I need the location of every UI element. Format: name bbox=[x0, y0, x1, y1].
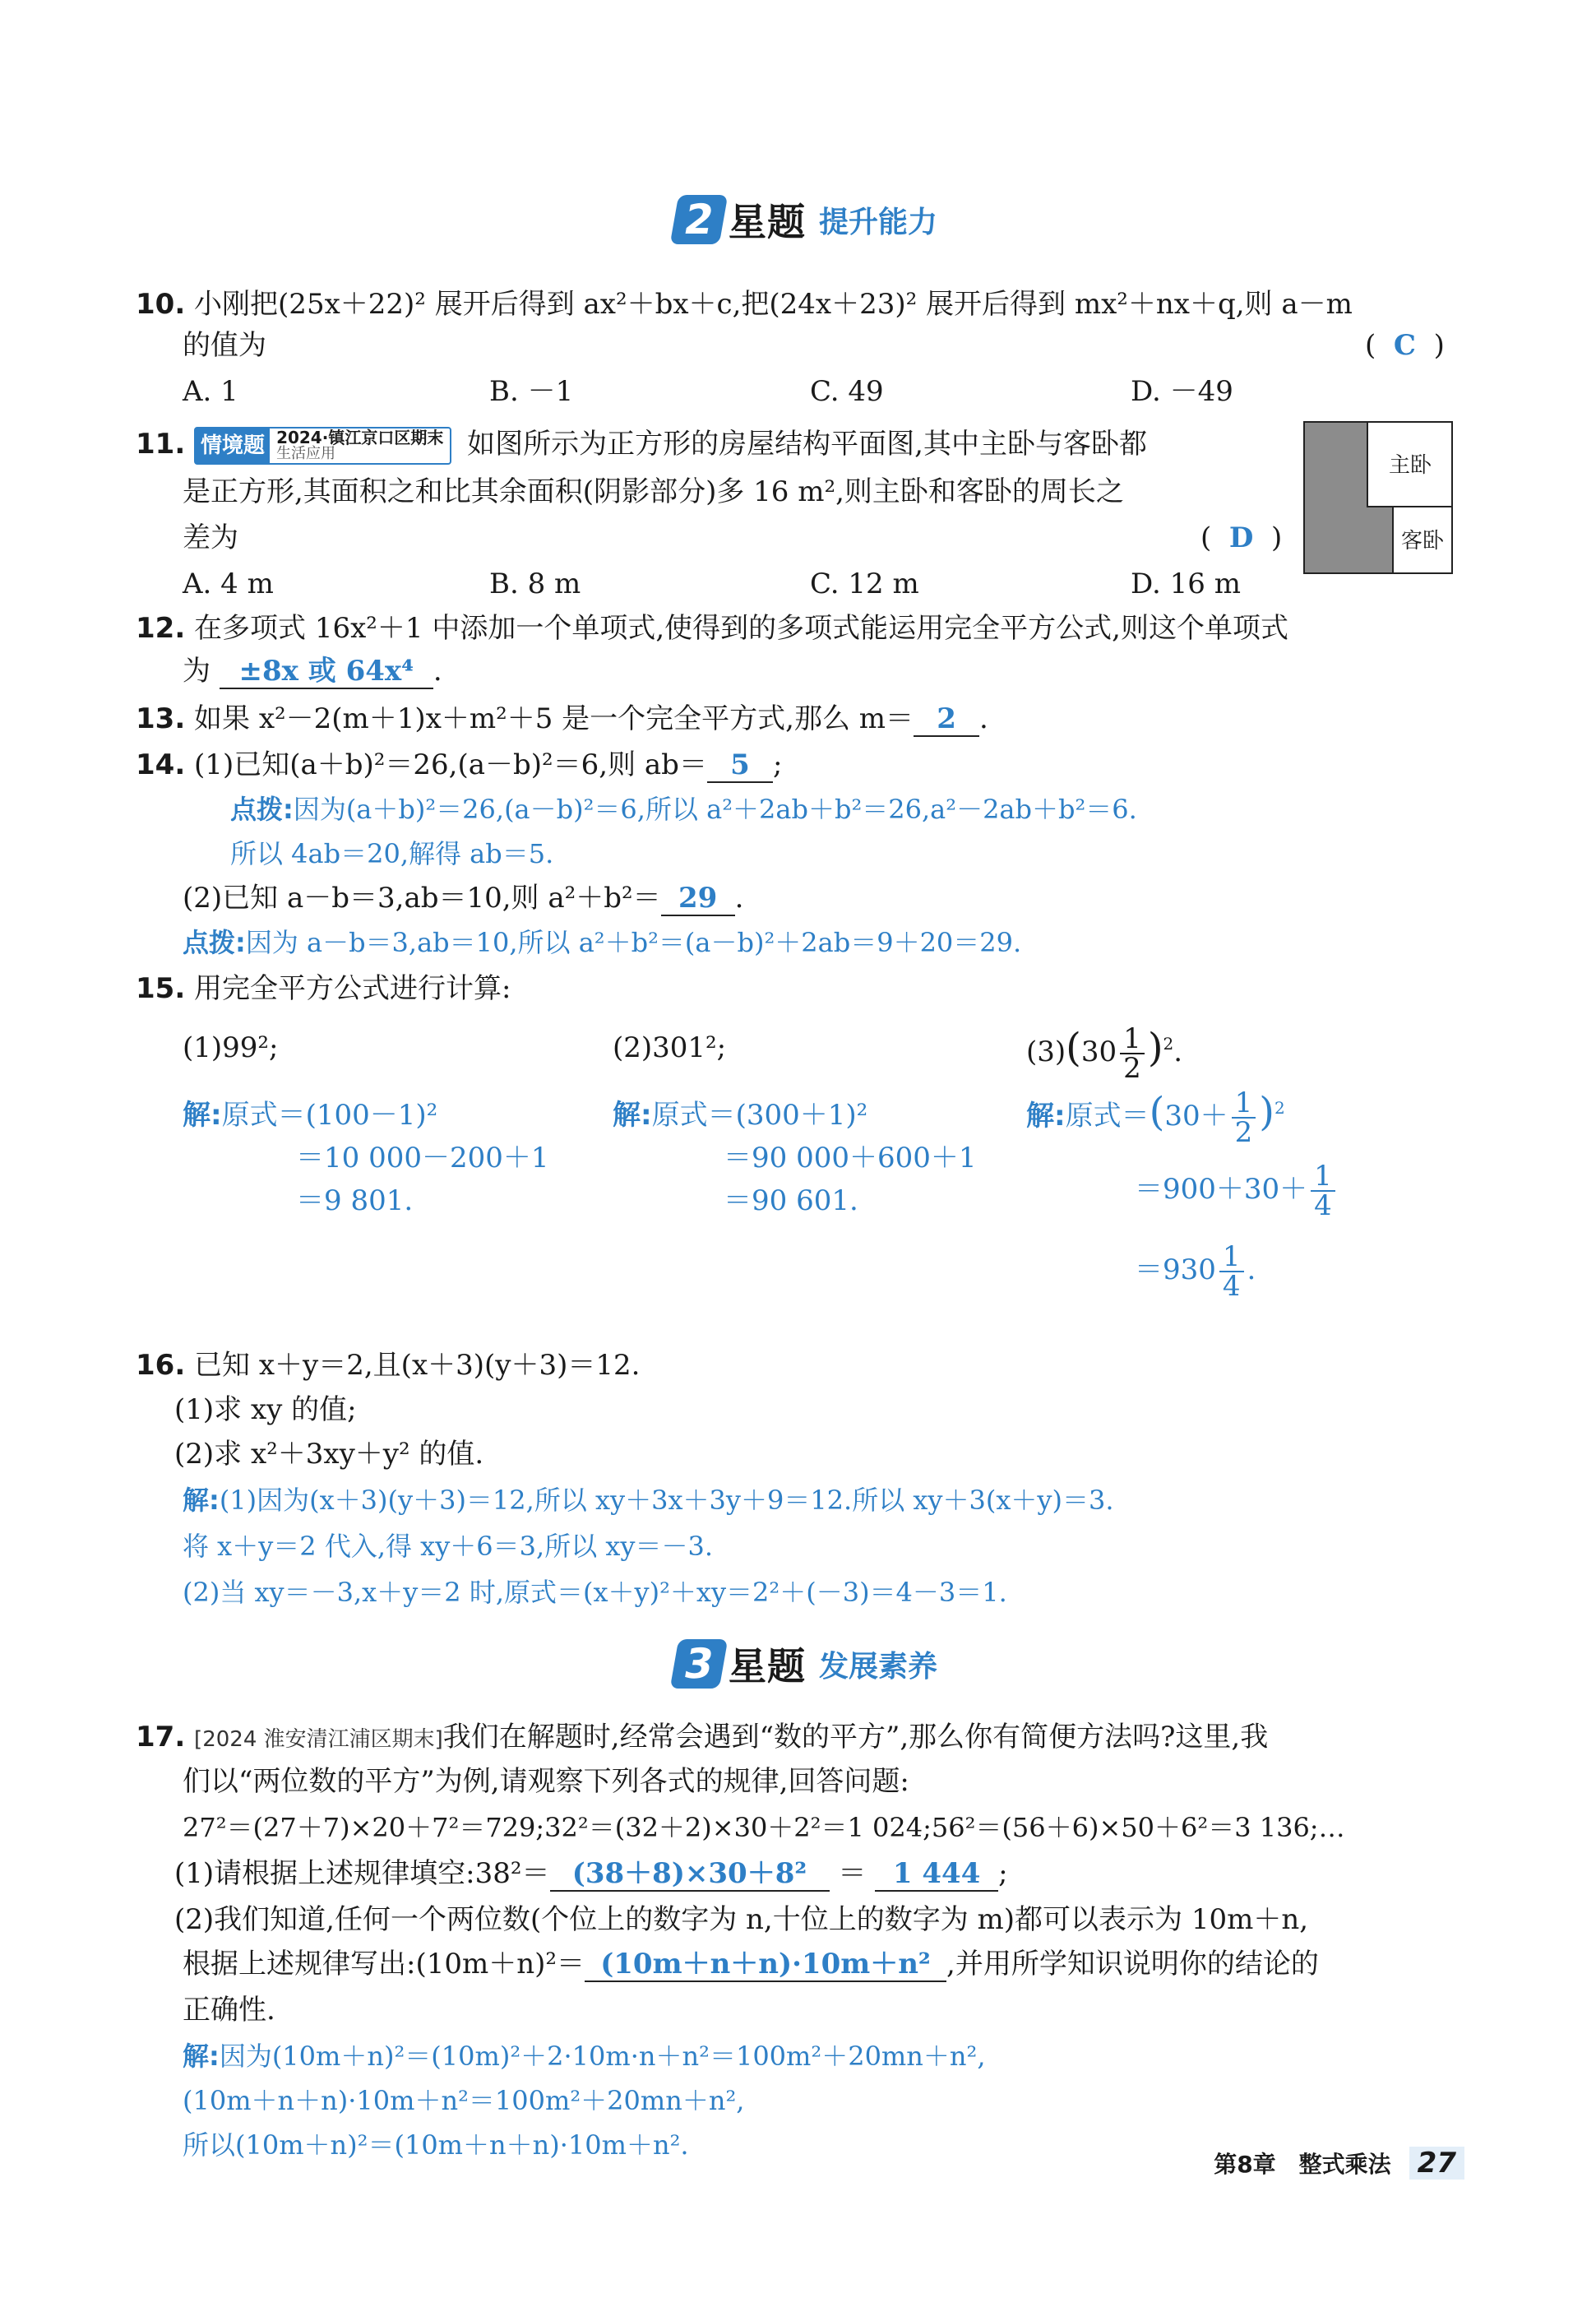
question-number: 17. bbox=[136, 1721, 186, 1753]
q17-solution-line3: 所以(10m＋n)²＝(10m＋n＋n)·10m＋n². bbox=[183, 2129, 689, 2161]
solution-label: 解: bbox=[1026, 1100, 1066, 1133]
q11-option-a: A. 4 m bbox=[183, 568, 274, 600]
solution-label: 解: bbox=[183, 2041, 220, 2072]
section-header-2star bbox=[674, 192, 937, 247]
q17-answer-1a: (38＋8)×30＋8² bbox=[571, 1857, 807, 1890]
q14-hint2: 点拨:因为 a－b＝3,ab＝10,所以 a²＋b²＝(a－b)²＋2ab＝9＋20＝29. bbox=[183, 927, 1022, 958]
master-bedroom-label: 主卧 bbox=[1388, 453, 1432, 478]
q15-part3: (3)(30 $\frac{1}{2}$ )$^2$. bbox=[1026, 1022, 1183, 1085]
answer-blank bbox=[550, 1857, 830, 1892]
section-number-badge: 3 bbox=[670, 1639, 729, 1689]
question-number: 11. bbox=[136, 428, 186, 461]
q15-solution2-line3: ＝90 601. bbox=[724, 1184, 858, 1217]
chapter-title: 第8章 整式乘法 bbox=[1214, 2151, 1391, 2178]
q11-answer-bracket: ( D ) bbox=[1200, 521, 1283, 554]
hint-label: 点拨: bbox=[183, 927, 246, 958]
solution-label: 解: bbox=[183, 1099, 222, 1132]
answer-blank bbox=[661, 882, 735, 916]
answer-blank bbox=[707, 748, 773, 783]
q16-stem: 16. 已知 x＋y＝2,且(x＋3)(y＋3)＝12. bbox=[136, 1349, 641, 1382]
q14-part1: 14. (1)已知(a＋b)²＝26,(a－b)²＝6,则 ab＝ 5 ; bbox=[136, 748, 783, 781]
q12-line2: 为 ±8x 或 64x⁴ . bbox=[183, 655, 442, 688]
answer-blank bbox=[914, 702, 979, 737]
section-title: 发展素养 bbox=[819, 1649, 938, 1684]
q10-option-c: C. 49 bbox=[810, 375, 884, 408]
q15-solution2-line1: 解:原式＝(300＋1)² bbox=[613, 1099, 868, 1132]
scenario-tag-main: 情境题 bbox=[196, 429, 270, 463]
q16-solution-line3: (2)当 xy＝－3,x＋y＝2 时,原式＝(x＋y)²＋xy＝2²＋(－3)＝4－3＝1. bbox=[183, 1577, 1007, 1608]
q17-answer-1b: 1 444 bbox=[892, 1857, 981, 1890]
q11-option-d: D. 16 m bbox=[1131, 568, 1241, 600]
section-header-3star bbox=[674, 1637, 937, 1691]
q17-line2: 们以“两位数的平方”为例,请观察下列各式的规律,回答问题: bbox=[183, 1765, 909, 1798]
page-number: 27 bbox=[1409, 2147, 1464, 2180]
q11-option-c: C. 12 m bbox=[810, 568, 919, 600]
q10-text1: 小刚把(25x＋22)² 展开后得到 ax²＋bx＋c,把(24x＋23)² 展开后得到 mx²＋nx＋q,则 a－m bbox=[194, 288, 1353, 321]
q12-text1: 在多项式 16x²＋1 中添加一个单项式,使得到的多项式能运用完全平方公式,则这个单项式 bbox=[194, 612, 1288, 645]
q17-solution-line2: (10m＋n＋n)·10m＋n²＝100m²＋20mn＋n², bbox=[183, 2085, 745, 2116]
q11-line1 bbox=[136, 424, 1147, 465]
scenario-tag-source: 2024·镇江京口区期末 bbox=[276, 428, 444, 447]
q15-solution2-line2: ＝90 000＋600＋1 bbox=[724, 1142, 977, 1174]
q15-solution3-line1: 解:原式＝(30＋ $\frac{1}{2}$ )$^2$ bbox=[1026, 1086, 1285, 1149]
q16-part1: (1)求 xy 的值; bbox=[174, 1393, 357, 1426]
q15-part2: (2)301²; bbox=[613, 1031, 727, 1064]
section-title: 提升能力 bbox=[819, 205, 938, 239]
q12-answer: ±8x 或 64x⁴ bbox=[238, 655, 414, 688]
q13-answer: 2 bbox=[937, 702, 956, 735]
q15-stem: 15. 用完全平方公式进行计算: bbox=[136, 972, 511, 1005]
q13-line: 13. 如果 x²－2(m＋1)x＋m²＋5 是一个完全平方式,那么 m＝ 2 . bbox=[136, 702, 988, 735]
q17-solution-line1: 解:因为(10m＋n)²＝(10m)²＋2·10m·n＋n²＝100m²＋20mn＋n², bbox=[183, 2041, 986, 2072]
q11-text3: 差为 bbox=[183, 521, 238, 554]
answer-blank bbox=[875, 1857, 998, 1892]
q17-part1: (1)请根据上述规律填空:38²＝ (38＋8)×30＋8² ＝ 1 444 ; bbox=[174, 1857, 1008, 1890]
q17-part2-line2: 根据上述规律写出:(10m＋n)²＝ (10m＋n＋n)·10m＋n² ,并用所学知识说明你的结论的 bbox=[183, 1948, 1319, 1980]
q16-part2: (2)求 x²＋3xy＋y² 的值. bbox=[174, 1438, 484, 1471]
scenario-tag-category: 生活应用 bbox=[276, 445, 336, 462]
q14-part2: (2)已知 a－b＝3,ab＝10,则 a²＋b²＝ 29 . bbox=[183, 882, 744, 915]
answer-blank bbox=[585, 1948, 946, 1982]
q11-answer: D bbox=[1228, 521, 1254, 554]
scenario-tag bbox=[194, 427, 451, 465]
page-footer bbox=[1214, 2147, 1464, 2180]
section-star-label: 星题 bbox=[729, 1644, 806, 1689]
q10-line1 bbox=[136, 285, 1353, 324]
q12-line1 bbox=[136, 609, 1288, 648]
q15-part1: (1)99²; bbox=[183, 1031, 279, 1064]
q17-line1: 17. [2024 淮安清江浦区期末]我们在解题时,经常会遇到“数的平方”,那么你有简便方法吗?这里,我 bbox=[136, 1721, 1269, 1753]
question-number: 12. bbox=[136, 612, 186, 645]
section-star-label: 星题 bbox=[729, 200, 806, 244]
q17-part2-line1: (2)我们知道,任何一个两位数(个位上的数字为 n,十位上的数字为 m)都可以表示为 10m＋n, bbox=[174, 1903, 1309, 1936]
q14-answer-2: 29 bbox=[678, 882, 718, 915]
q16-solution-line2: 将 x＋y＝2 代入,得 xy＋6＝3,所以 xy＝－3. bbox=[183, 1531, 714, 1562]
q10-answer: C bbox=[1393, 329, 1416, 362]
q15-solution1-line3: ＝9 801. bbox=[296, 1184, 414, 1217]
question-number: 15. bbox=[136, 972, 186, 1005]
q16-solution-line1: 解:(1)因为(x＋3)(y＋3)＝12,所以 xy＋3x＋3y＋9＝12.所以 xy＋3(x＋y)＝3. bbox=[183, 1485, 1114, 1516]
q15-solution3-line3: ＝930 $\frac{1}{4}$ . bbox=[1135, 1240, 1256, 1303]
q17-answer-2: (10m＋n＋n)·10m＋n² bbox=[600, 1948, 931, 1980]
q14-hint1-line2: 所以 4ab＝20,解得 ab＝5. bbox=[230, 838, 554, 869]
section-number-badge: 2 bbox=[670, 195, 729, 244]
q14-answer-1: 5 bbox=[730, 748, 750, 781]
q10-option-b: B. －1 bbox=[489, 375, 574, 408]
solution-label: 解: bbox=[613, 1099, 652, 1132]
q10-answer-bracket: ( C ) bbox=[1365, 329, 1445, 362]
q17-examples: 27²＝(27＋7)×20＋7²＝729;32²＝(32＋2)×30＋2²＝1 024;56²＝(56＋6)×50＋6²＝3 136;… bbox=[183, 1812, 1345, 1843]
q10-option-d: D. －49 bbox=[1131, 375, 1233, 408]
floor-plan-figure bbox=[1303, 421, 1453, 574]
q15-solution1-line2: ＝10 000－200＋1 bbox=[296, 1142, 549, 1174]
q15-solution3-line2: ＝900＋30＋ $\frac{1}{4}$ bbox=[1135, 1160, 1339, 1220]
q11-text1: 如图所示为正方形的房屋结构平面图,其中主卧与客卧都 bbox=[467, 428, 1147, 461]
q17-part2-line3: 正确性. bbox=[183, 1994, 275, 2027]
q14-hint1: 点拨:因为(a＋b)²＝26,(a－b)²＝6,所以 a²＋2ab＋b²＝26,a²－2ab＋b²＝6. bbox=[230, 794, 1137, 825]
solution-label: 解: bbox=[183, 1485, 220, 1516]
q11-text2: 是正方形,其面积之和比其余面积(阴影部分)多 16 m²,则主卧和客卧的周长之 bbox=[183, 475, 1124, 508]
q11-option-b: B. 8 m bbox=[489, 568, 581, 600]
question-number: 14. bbox=[136, 748, 186, 781]
q15-solution1-line1: 解:原式＝(100－1)² bbox=[183, 1099, 438, 1132]
question-source: [2024 淮安清江浦区期末] bbox=[194, 1727, 443, 1752]
guest-bedroom-label: 客卧 bbox=[1400, 529, 1445, 554]
question-number: 13. bbox=[136, 702, 186, 735]
question-number: 16. bbox=[136, 1349, 186, 1382]
q10-option-a: A. 1 bbox=[183, 375, 238, 408]
q10-line2 bbox=[183, 326, 266, 365]
q10-text2: 的值为 bbox=[183, 329, 266, 362]
question-number: 10. bbox=[136, 288, 186, 321]
hint-label: 点拨: bbox=[230, 794, 294, 825]
answer-blank bbox=[220, 655, 433, 689]
